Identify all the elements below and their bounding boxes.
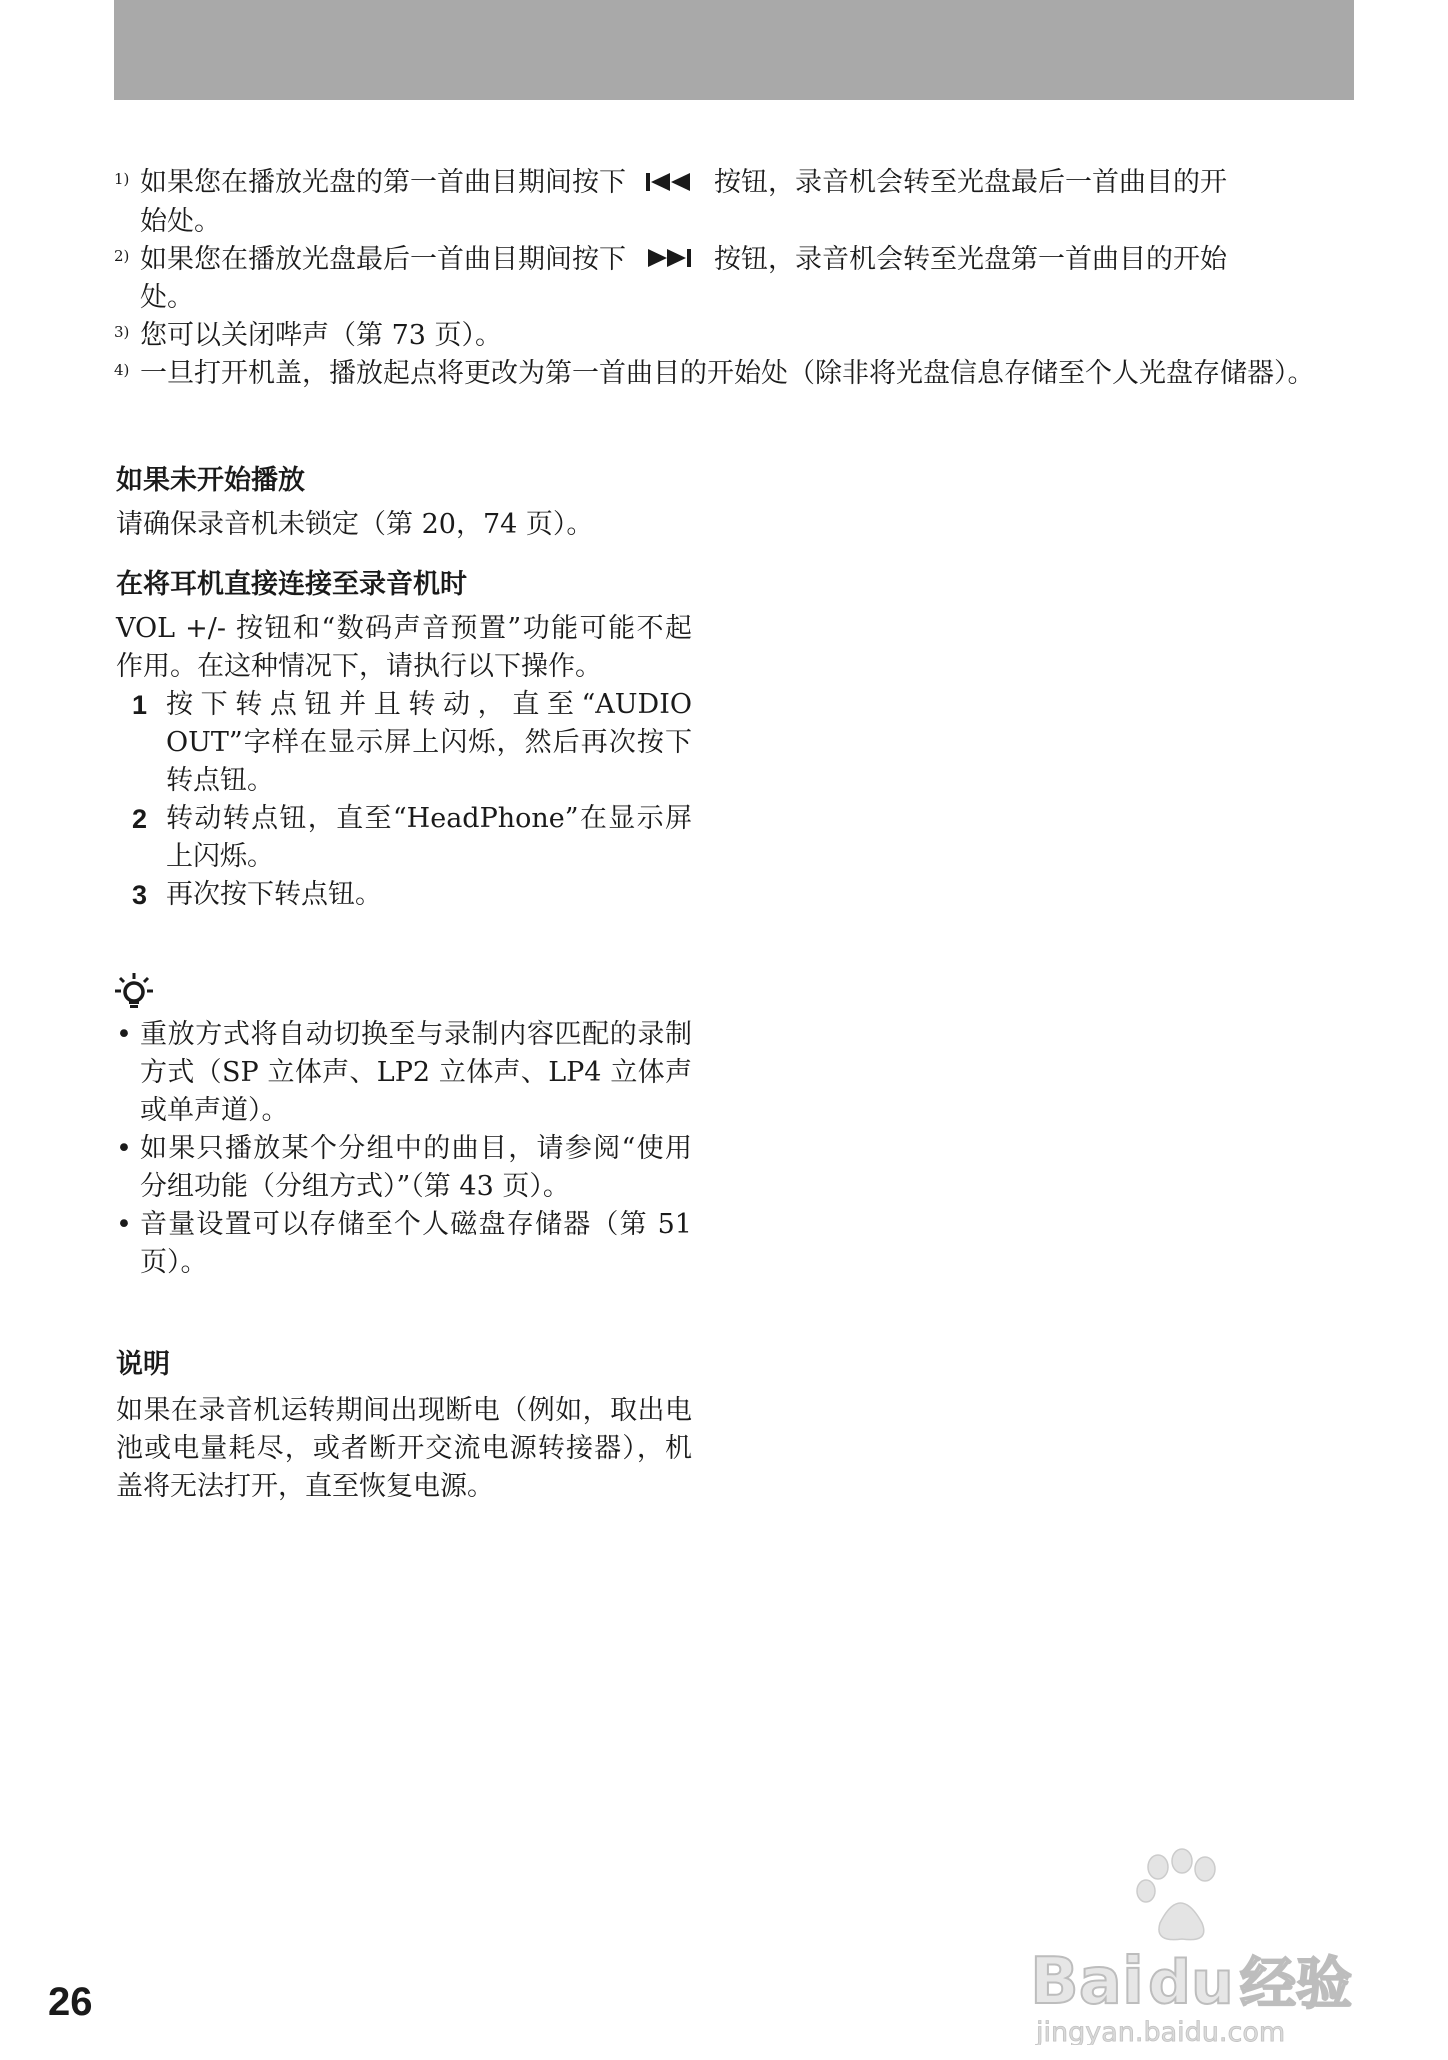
- list-item: • 重放方式将自动切换至与录制内容匹配的录制方式（SP 立体声、LP2 立体声、LP4 立体声或单声道）。: [116, 1016, 692, 1130]
- bullet-text: 音量设置可以存储至个人磁盘存储器（第 51 页）。: [140, 1209, 692, 1278]
- step-text: 再次按下转点钮。: [166, 879, 382, 910]
- footnote-2: [114, 241, 1354, 318]
- footnote-1: [114, 164, 1354, 241]
- footnote-marker: 1): [114, 170, 130, 188]
- footnote-marker: 3): [114, 323, 130, 341]
- footnotes: [114, 164, 1354, 393]
- bullet-text: 重放方式将自动切换至与录制内容匹配的录制方式（SP 立体声、LP2 立体声、LP4 立体声或单声道）。: [140, 1019, 692, 1126]
- section-body: 请确保录音机未锁定（第 20，74 页）。: [116, 509, 594, 540]
- watermark-cn: 经验: [1240, 1952, 1352, 2017]
- previous-track-icon: [646, 165, 692, 203]
- lightbulb-tip-icon: [114, 972, 154, 1012]
- list-item: • 如果只播放某个分组中的曲目，请参阅“使用分组功能（分组方式）”（第 43 页）。: [116, 1130, 692, 1206]
- section-note: [116, 1346, 692, 1506]
- step-text: 按下转点钮并且转动，直至“AUDIO OUT”字样在显示屏上闪烁，然后再次按下转点钮。: [166, 689, 692, 796]
- footnote-text: 按钮，录音机会转至光盘最后一首曲目的开: [714, 167, 1227, 198]
- bullet-text: 如果只播放某个分组中的曲目，请参阅“使用分组功能（分组方式）”（第 43 页）。: [140, 1133, 692, 1202]
- footnote-text: 按钮，录音机会转至光盘第一首曲目的开始: [714, 243, 1227, 275]
- note-body: 如果在录音机运转期间出现断电（例如，取出电池或电量耗尽，或者断开交流电源转接器），机盖将无法打开，直至恢复电源。: [116, 1395, 692, 1502]
- section-heading: 在将耳机直接连接至录音机时: [116, 569, 467, 600]
- list-item: • 音量设置可以存储至个人磁盘存储器（第 51 页）。: [116, 1206, 692, 1282]
- step-item: [116, 876, 692, 914]
- footnote-3: [114, 317, 1354, 355]
- footnote-text: 一旦打开机盖，播放起点将更改为第一首曲目的开始处（除非将光盘信息存储至个人光盘存储器）。: [140, 358, 1315, 389]
- section-heading: 说明: [116, 1349, 170, 1380]
- section-intro: VOL +/- 按钮和“数码声音预置”功能可能不起作用。在这种情况下，请执行以下操作。: [116, 613, 692, 682]
- footnote-text: 您可以关闭哔声（第 73 页）。: [140, 320, 503, 351]
- step-item: [116, 686, 692, 800]
- footnote-4: [114, 355, 1354, 393]
- section-heading: 如果未开始播放: [116, 465, 305, 496]
- footnote-text: 处。: [140, 282, 194, 313]
- next-track-icon: [646, 241, 692, 279]
- watermark-brand2: du: [1148, 1948, 1234, 2018]
- footnote-marker: 2): [114, 246, 130, 265]
- step-number: 3: [132, 880, 148, 910]
- watermark-url: jingyan.baidu.com: [1036, 2017, 1286, 2045]
- footnote-text: 如果您在播放光盘最后一首曲目期间按下: [140, 243, 626, 275]
- tips-list: [116, 1016, 692, 1282]
- footnote-text: 如果您在播放光盘的第一首曲目期间按下: [140, 167, 626, 198]
- baidu-jingyan-watermark: [1030, 1845, 1370, 2045]
- footnote-marker: 4): [114, 361, 130, 379]
- header-bar: [114, 0, 1354, 100]
- step-item: [116, 800, 692, 876]
- section-not-playing: [116, 462, 692, 544]
- step-number: 2: [132, 804, 148, 834]
- watermark-brand: Bai: [1030, 1945, 1144, 2019]
- footnote-text: 始处。: [140, 205, 221, 237]
- step-number: 1: [132, 690, 148, 720]
- section-headphones: [116, 566, 692, 914]
- page-number: 26: [48, 1980, 93, 2024]
- step-text: 转动转点钮，直至“HeadPhone”在显示屏上闪烁。: [166, 803, 692, 872]
